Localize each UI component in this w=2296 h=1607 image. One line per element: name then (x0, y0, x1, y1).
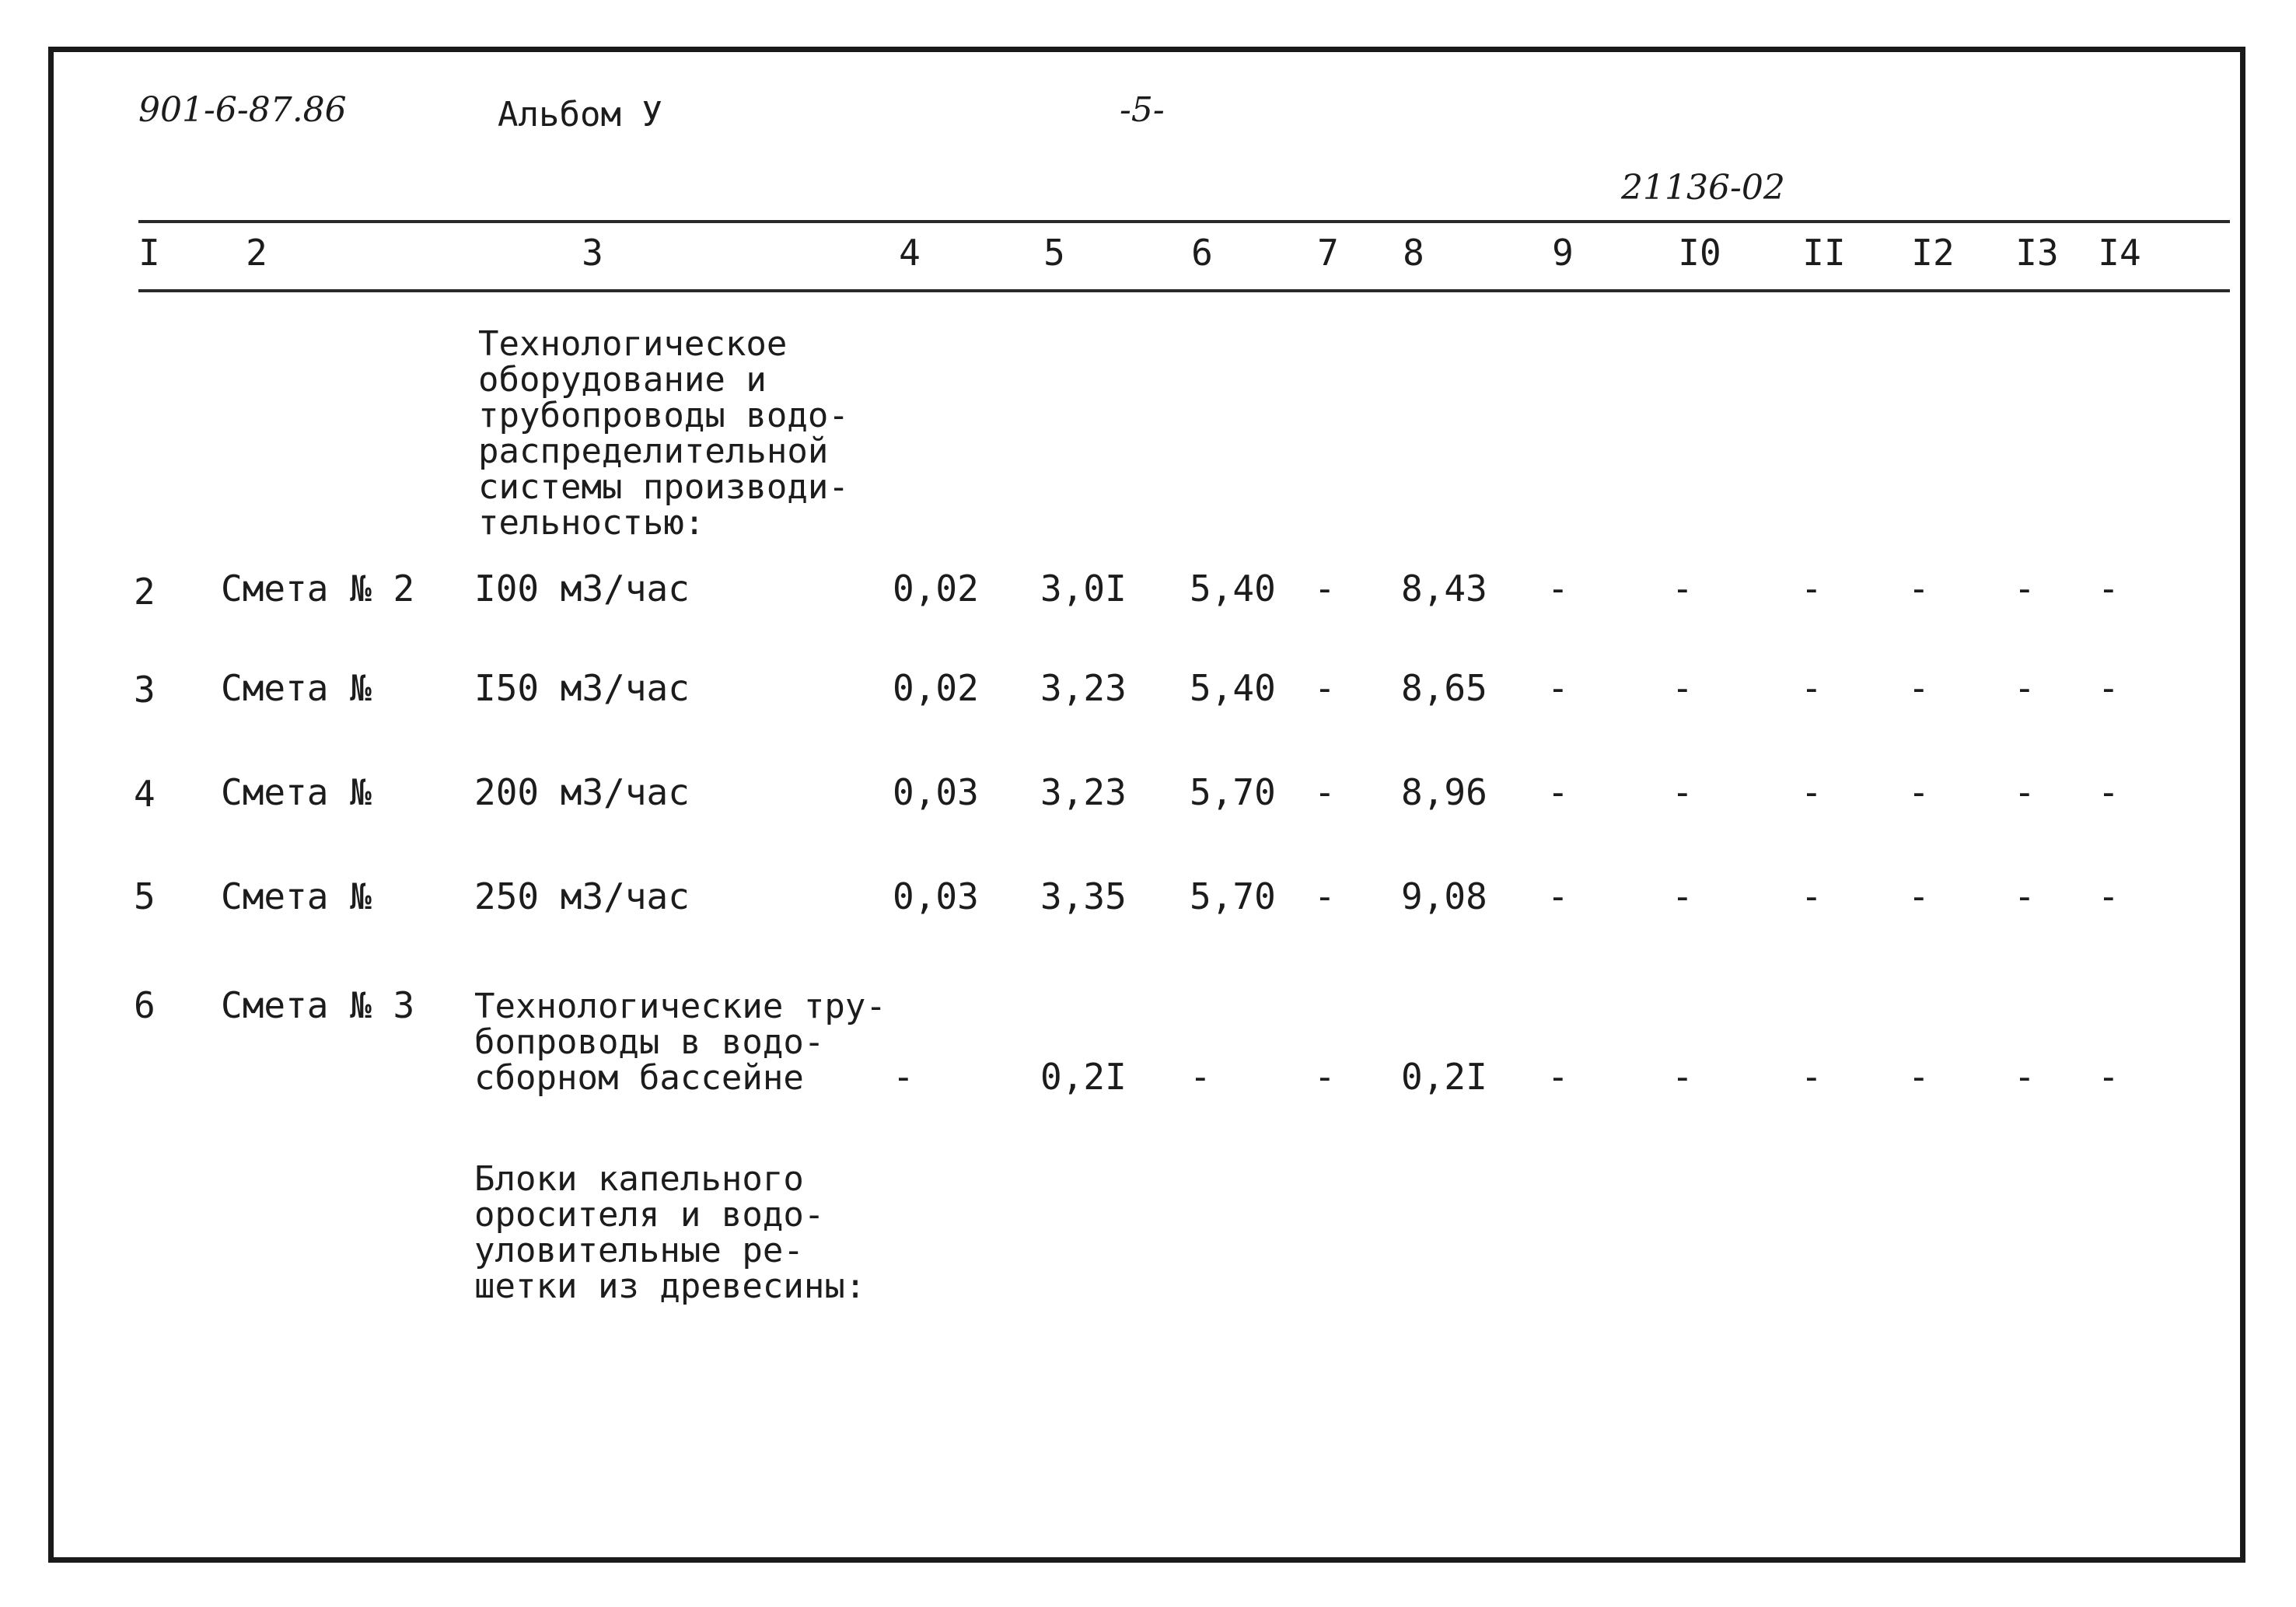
value-col-7: - (1314, 1056, 1336, 1098)
value-col-11: - (1801, 667, 1822, 709)
value-col-5: 3,35 (1040, 875, 1127, 917)
section-heading-equipment: Технологическое оборудование и трубопроводы водо- распределительной системы производи- тельностью: (478, 324, 849, 543)
column-number: 3 (582, 232, 603, 274)
column-number: I (138, 232, 160, 274)
row-number: 2 (134, 571, 156, 613)
value-col-6: - (1190, 1056, 1211, 1098)
value-col-4: 0,02 (893, 667, 979, 709)
value-col-13: - (2014, 568, 2036, 610)
estimate-ref: Смета № (221, 667, 372, 709)
column-number: 8 (1403, 232, 1424, 274)
column-number: I0 (1678, 232, 1721, 274)
value-col-13: - (2014, 667, 2036, 709)
row-number: 3 (134, 669, 156, 711)
row-description: I50 м3/час (474, 667, 690, 709)
page-number: -5- (1120, 90, 1165, 130)
value-col-6: 5,40 (1190, 667, 1276, 709)
estimate-ref: Смета № 2 (221, 568, 415, 610)
value-col-11: - (1801, 875, 1822, 917)
value-col-7: - (1314, 667, 1336, 709)
document-code: 901-6-87.86 (138, 90, 347, 130)
inventory-stamp: 21136-02 (1621, 168, 1785, 208)
value-col-12: - (1908, 1056, 1930, 1098)
row-number: 5 (134, 875, 156, 917)
value-col-7: - (1314, 875, 1336, 917)
value-col-4: 0,02 (893, 568, 979, 610)
row-description: 200 м3/час (474, 771, 690, 813)
value-col-9: - (1547, 771, 1569, 813)
value-col-4: - (893, 1056, 914, 1098)
value-col-10: - (1672, 568, 1693, 610)
column-number: 7 (1317, 232, 1339, 274)
value-col-14: - (2098, 667, 2120, 709)
value-col-10: - (1672, 1056, 1693, 1098)
section-heading-blocks: Блоки капельного оросителя и водо- уловительные ре- шетки из древесины: (474, 1159, 866, 1306)
value-col-10: - (1672, 667, 1693, 709)
value-col-5: 3,23 (1040, 667, 1127, 709)
value-col-12: - (1908, 771, 1930, 813)
value-col-14: - (2098, 568, 2120, 610)
estimate-ref: Смета № (221, 875, 372, 917)
value-col-11: - (1801, 1056, 1822, 1098)
column-number: 6 (1191, 232, 1213, 274)
value-col-12: - (1908, 875, 1930, 917)
value-col-6: 5,70 (1190, 771, 1276, 813)
value-col-6: 5,70 (1190, 875, 1276, 917)
value-col-12: - (1908, 667, 1930, 709)
column-number: 2 (246, 232, 267, 274)
value-col-6: 5,40 (1190, 568, 1276, 610)
estimate-ref: Смета № 3 (221, 984, 415, 1026)
value-col-12: - (1908, 568, 1930, 610)
column-number: I2 (1911, 232, 1955, 274)
column-number: 9 (1552, 232, 1574, 274)
value-col-13: - (2014, 1056, 2036, 1098)
value-col-8: 8,43 (1401, 568, 1487, 610)
value-col-14: - (2098, 1056, 2120, 1098)
row-description: Технологические тру- бопроводы в водо- сборном бассейне (474, 987, 886, 1098)
value-col-9: - (1547, 568, 1569, 610)
value-col-10: - (1672, 875, 1693, 917)
table-header-rule (138, 289, 2230, 292)
album-label: Альбом У (498, 95, 662, 134)
row-number: 6 (134, 984, 156, 1026)
value-col-11: - (1801, 771, 1822, 813)
value-col-9: - (1547, 667, 1569, 709)
value-col-13: - (2014, 875, 2036, 917)
row-number: 4 (134, 773, 156, 815)
row-description: 250 м3/час (474, 875, 690, 917)
value-col-5: 0,2I (1040, 1056, 1127, 1098)
value-col-8: 0,2I (1401, 1056, 1487, 1098)
value-col-10: - (1672, 771, 1693, 813)
value-col-4: 0,03 (893, 771, 979, 813)
value-col-4: 0,03 (893, 875, 979, 917)
column-number: I4 (2098, 232, 2141, 274)
value-col-13: - (2014, 771, 2036, 813)
value-col-9: - (1547, 875, 1569, 917)
value-col-7: - (1314, 568, 1336, 610)
value-col-8: 8,65 (1401, 667, 1487, 709)
row-description: I00 м3/час (474, 568, 690, 610)
column-number: 4 (899, 232, 921, 274)
table-top-rule (138, 220, 2230, 223)
value-col-8: 9,08 (1401, 875, 1487, 917)
value-col-8: 8,96 (1401, 771, 1487, 813)
value-col-11: - (1801, 568, 1822, 610)
value-col-5: 3,0I (1040, 568, 1127, 610)
value-col-14: - (2098, 771, 2120, 813)
column-number: II (1802, 232, 1846, 274)
value-col-7: - (1314, 771, 1336, 813)
column-number: 5 (1043, 232, 1065, 274)
value-col-14: - (2098, 875, 2120, 917)
column-number: I3 (2015, 232, 2059, 274)
estimate-ref: Смета № (221, 771, 372, 813)
value-col-9: - (1547, 1056, 1569, 1098)
value-col-5: 3,23 (1040, 771, 1127, 813)
